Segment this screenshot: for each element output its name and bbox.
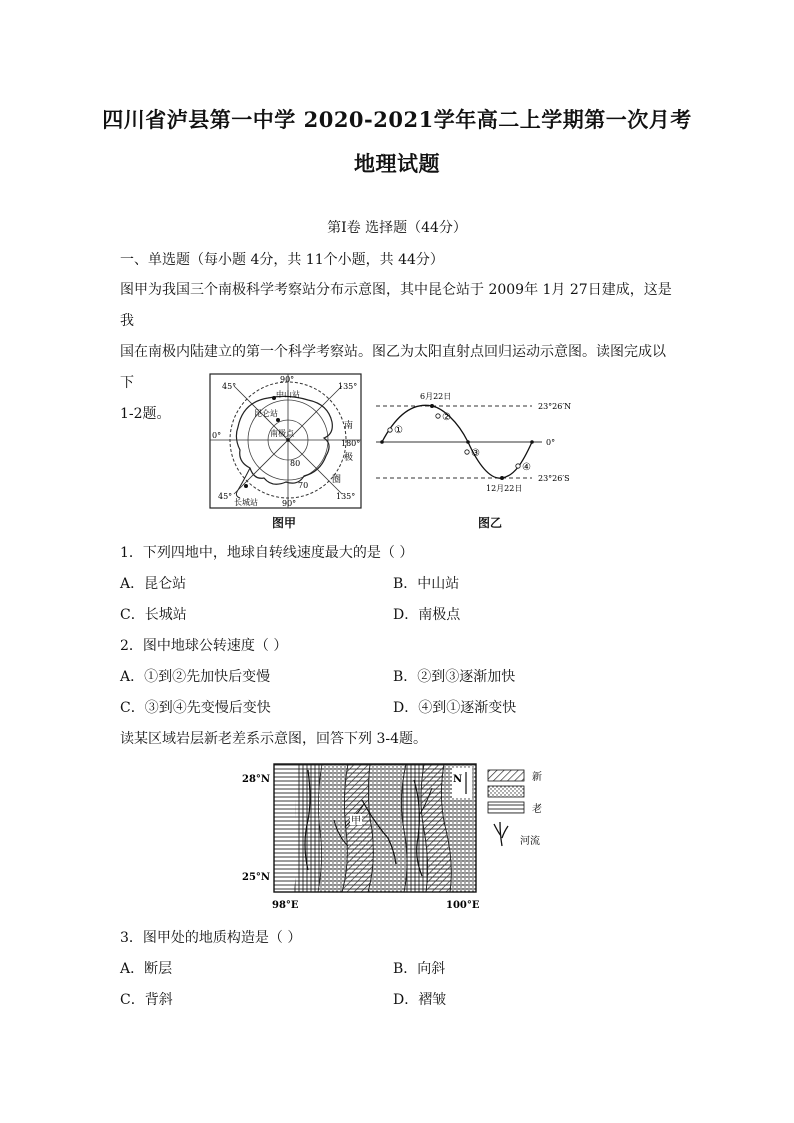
- december-solstice-point: [500, 476, 504, 480]
- kunlun-station-marker: [276, 418, 280, 422]
- document-subtitle: 地理试题: [354, 151, 440, 176]
- stratum-band: [294, 764, 322, 892]
- label-90-bottom: 90°: [282, 499, 297, 508]
- question-1-stem: 1．下列四地中，地球自转线速度最大的是（ ）: [120, 545, 414, 561]
- q1-option-c: C．长城站: [120, 607, 187, 623]
- intro-paragraph-2: 读某区域岩层新老差系示意图，回答下列 3-4题。: [120, 731, 427, 747]
- q3-option-c: C．背斜: [120, 992, 173, 1008]
- intro-line: 1-2题。: [120, 406, 171, 422]
- label-45-top-left: 45°: [222, 382, 237, 391]
- q2-option-b: B．②到③逐渐加快: [393, 669, 516, 685]
- legend-new-label: 新: [532, 772, 542, 783]
- legend-river-label: 河流: [520, 836, 540, 847]
- label-december-22: 12月22日: [486, 484, 523, 493]
- label-point-1: ①: [394, 425, 403, 436]
- antarctic-map-figure: [208, 372, 363, 512]
- label-zhongshan: 中山站: [276, 390, 300, 399]
- point-4-marker: [516, 464, 520, 468]
- label-antarctic-circle-1: 南: [344, 421, 354, 431]
- point-1-marker: [388, 428, 392, 432]
- antarctic-peninsula: [236, 468, 250, 498]
- label-135-top-right: 135°: [338, 382, 358, 391]
- label-changcheng: 长城站: [234, 498, 258, 507]
- q3-option-d: D．褶皱: [393, 992, 447, 1008]
- label-june-22: 6月22日: [420, 392, 452, 401]
- rock-strata-map: [238, 760, 550, 912]
- figure-yi-caption: 图乙: [478, 516, 503, 530]
- document-title: 四川省泸县第一中学 2020-2021学年高二上学期第一次月考: [102, 107, 692, 132]
- q1-option-d: D．南极点: [393, 607, 461, 623]
- label-equator-0: 0°: [546, 438, 556, 447]
- label-98e: 98°E: [272, 900, 299, 911]
- question-2-stem: 2．图中地球公转速度（ ）: [120, 638, 288, 654]
- south-pole-marker: [286, 438, 290, 442]
- point-3-marker: [465, 450, 469, 454]
- label-antarctic-circle-3: 圈: [332, 475, 342, 485]
- june-solstice-point: [430, 404, 434, 408]
- label-jia: 甲: [351, 816, 361, 827]
- label-180: 180°: [341, 439, 361, 448]
- q2-option-c: C．③到④先变慢后变快: [120, 700, 271, 716]
- q3-option-b: B．向斜: [393, 961, 446, 977]
- north-label: N: [453, 774, 463, 785]
- q3-option-a: A．断层: [120, 961, 173, 977]
- stratum-band: [368, 764, 407, 892]
- question-3-stem: 3．图甲处的地质构造是（ ）: [120, 930, 302, 946]
- section-heading: 第Ⅰ卷 选择题（44分）: [327, 220, 467, 236]
- q1-option-a: A．昆仑站: [120, 576, 187, 592]
- label-kunlun: 昆仑站: [254, 409, 278, 418]
- label-23-26-n: 23°26′N: [538, 402, 572, 411]
- curve-point: [380, 440, 384, 444]
- stratum-band: [318, 764, 348, 892]
- legend-river-icon: [494, 822, 508, 846]
- curve-point: [530, 440, 534, 444]
- label-25n: 25°N: [242, 872, 271, 883]
- label-point-2: ②: [442, 412, 451, 423]
- intro-line: 图甲为我国三个南极科学考察站分布示意图，其中昆仑站于 2009年 1月 27日建成，这是我: [120, 282, 672, 329]
- q2-option-a: A．①到②先加快后变慢: [120, 669, 271, 685]
- label-south-pole: 南极点: [270, 429, 294, 438]
- section-instruction: 一、单选题（每小题 4分，共 11个小题，共 44分）: [120, 252, 444, 268]
- label-90-top: 90°: [280, 375, 295, 384]
- changcheng-station-marker: [244, 484, 248, 488]
- label-0: 0°: [212, 431, 222, 440]
- label-70: 70: [298, 481, 309, 490]
- label-45-bottom-left: 45°: [218, 492, 233, 501]
- figure-jia-caption: 图甲: [272, 516, 297, 530]
- q1-option-b: B．中山站: [393, 576, 460, 592]
- legend-new-swatch: [488, 770, 524, 781]
- legend-old-label: 老: [532, 804, 542, 815]
- label-antarctic-circle-2: 极: [344, 453, 354, 463]
- solar-migration-figure: [372, 390, 602, 500]
- label-28n: 28°N: [242, 774, 271, 785]
- label-135-bottom-right: 135°: [336, 492, 356, 501]
- label-80: 80: [290, 459, 301, 468]
- label-23-26-s: 23°26′S: [538, 474, 570, 483]
- point-2-marker: [436, 414, 440, 418]
- curve-point: [466, 440, 470, 444]
- label-100e: 100°E: [446, 900, 480, 911]
- label-point-3: ③: [471, 448, 480, 459]
- q2-option-d: D．④到①逐渐变快: [393, 700, 517, 716]
- legend-old-swatch: [488, 802, 524, 813]
- label-point-4: ④: [522, 462, 531, 473]
- intro-line: 国在南极内陆建立的第一个科学考察站。图乙为太阳直射点回归运动示意图。读图完成以下: [120, 344, 666, 391]
- legend-mid-swatch: [488, 786, 524, 797]
